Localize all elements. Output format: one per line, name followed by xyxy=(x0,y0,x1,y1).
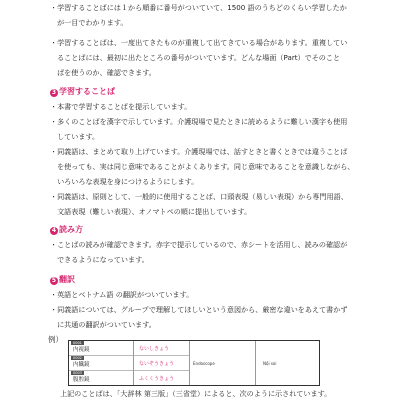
body-line: ・同義語については、グループで理解してほしいという意図から、厳密な違いをあえて書かず xyxy=(50,305,348,314)
entry-reading: ないぞうきょう xyxy=(139,361,175,367)
entry-word: 内視鏡 xyxy=(73,347,90,353)
column-divider xyxy=(189,341,190,385)
section-heading xyxy=(50,84,372,99)
footer-text: 上記のことばは、「大辞林 第三版」（三省堂）によると、次のように示されています。 xyxy=(60,389,332,398)
intro-line: が一目でわかります。 xyxy=(50,18,128,27)
section-vocabulary xyxy=(50,84,372,219)
section-heading xyxy=(50,272,372,287)
example-label: 例） xyxy=(48,335,63,344)
body-line: を使っても、実は同じ意味であることがよくあります。同じ意味であることを意識しながら、 xyxy=(50,162,355,171)
body-line: ・多くのことばを漢字で示しています。介護現場で見たときに読めるように難しい漢字も使用 xyxy=(50,117,348,126)
entry-number-tag: 0001 xyxy=(73,341,82,345)
section-number-badge: 5 xyxy=(51,277,57,284)
section-title: 学習することば xyxy=(59,87,115,96)
section-title: 翻訳 xyxy=(59,275,75,284)
body-line: いろいろな表現を身につけるようにします。 xyxy=(50,177,199,186)
intro-line: ・学習することばは、一度出てきたものが重複して出てきている場合があります。重複してい xyxy=(50,38,348,47)
body-line: 文語表現（難しい表現）、オノマトペの順に提出しています。 xyxy=(50,207,252,216)
section-heading xyxy=(50,222,372,237)
example-row xyxy=(69,341,189,356)
entry-word: 腹腔鏡 xyxy=(73,377,90,383)
body-line: できるようになっています。 xyxy=(50,255,149,264)
column-divider xyxy=(255,341,256,385)
body-line: に共通の翻訳がついています。 xyxy=(50,320,156,329)
section-number-badge: 4 xyxy=(51,227,57,234)
section-translation xyxy=(50,272,372,332)
body-line: しています。 xyxy=(50,132,100,141)
body-line: ・英語とベトナム語 の翻訳がついています。 xyxy=(50,290,194,299)
intro-line: ばを使うのか、確認できます。 xyxy=(50,68,156,77)
entry-number-tag: 0003 xyxy=(73,371,82,375)
intro-line: ることばには、最初に出たところの番号がついています。どんな場面（Part）でそのこと xyxy=(50,53,341,62)
body-line: ・同義語は、まとめて取り上げています。介護現場では、話すときと書くときでは違うことば xyxy=(50,147,348,156)
body-line: ・同義語は、原則として、一般的に使用することば、口頭表現（易しい表現）から専門用語、 xyxy=(50,192,348,201)
entry-number-tag: 0002 xyxy=(73,356,82,360)
intro-line: ・学習することばには１から順番に番号がついていて、1500 語のうちどのくらい学習したか xyxy=(50,3,347,12)
example-figure xyxy=(48,334,378,394)
entry-reading: ないしきょう xyxy=(139,346,170,352)
section-number-badge: 3 xyxy=(51,89,57,96)
english-translation: Endoscope xyxy=(193,361,215,366)
body-line: ・本書で学習することばを提示しています。 xyxy=(50,102,192,111)
section-title: 読み方 xyxy=(59,225,83,234)
vietnamese-translation: Nội soi xyxy=(263,361,277,366)
entry-word: 内臓鏡 xyxy=(73,362,90,368)
example-row xyxy=(69,371,189,386)
section-reading xyxy=(50,222,372,267)
entry-reading: ふくくうきょう xyxy=(139,376,175,382)
intro-block xyxy=(50,0,372,80)
body-line: ・ことばの読みが確認できます。赤字で提示しているので、赤シートを活用し、読みの確認が xyxy=(50,240,348,249)
example-row xyxy=(69,356,189,371)
column-divider xyxy=(133,341,134,385)
example-entry-table xyxy=(68,340,320,386)
